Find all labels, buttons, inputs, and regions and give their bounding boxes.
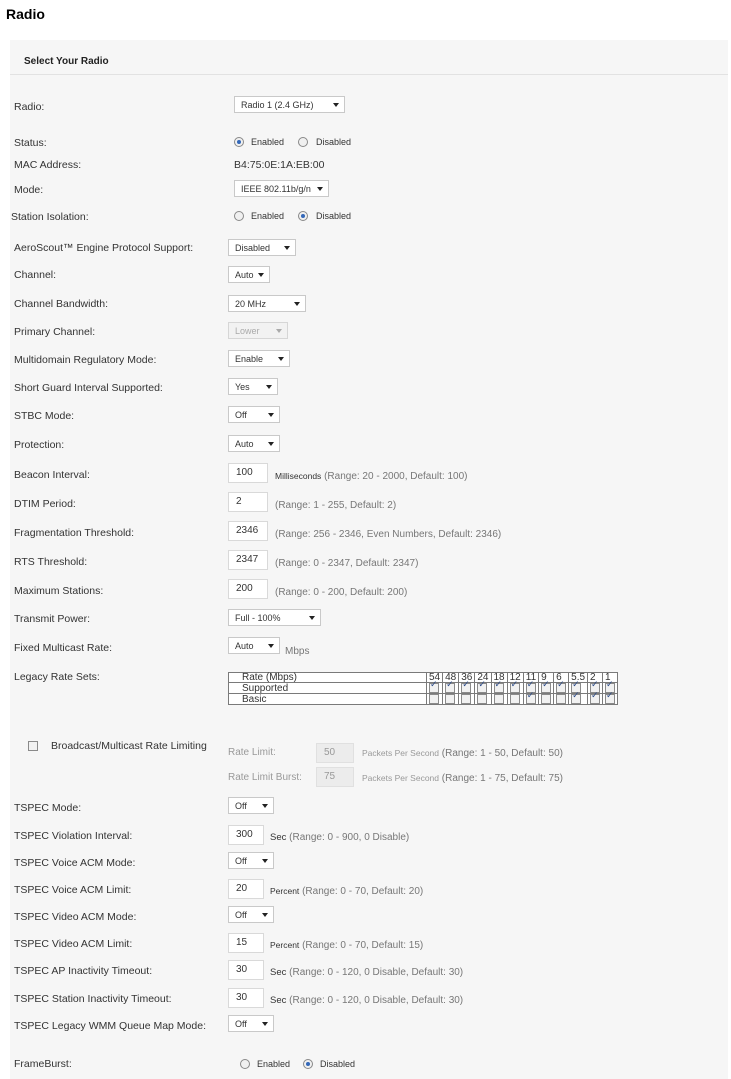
primary-channel-label: Primary Channel: [14, 326, 96, 338]
rate-header-cell: 18 [491, 673, 507, 683]
rate-limit-range: (Range: 1 - 50, Default: 50) [441, 748, 563, 759]
chevron-down-icon [266, 385, 272, 389]
aeroscout-select-value: Disabled [235, 243, 271, 253]
status-label: Status: [14, 137, 47, 149]
beacon-interval-hint [275, 471, 468, 482]
beacon-interval-unit: Milliseconds [275, 471, 322, 481]
tspec-video-limit-input[interactable]: 15 [228, 933, 264, 953]
chevron-down-icon [268, 442, 274, 446]
frag-threshold-hint: (Range: 256 - 2346, Even Numbers, Default: 2346) [275, 529, 502, 540]
legacy-rate-sets-label: Legacy Rate Sets: [14, 671, 100, 683]
tspec-sta-timeout-hint [270, 995, 463, 1006]
tspec-video-mode-select[interactable] [228, 906, 274, 923]
rate-limit-input[interactable]: 50 [316, 743, 354, 763]
tspec-video-limit-unit: Percent [270, 940, 300, 950]
chevron-down-icon [262, 1022, 268, 1026]
radio-select-value: Radio 1 (2.4 GHz) [241, 100, 314, 110]
chevron-down-icon [284, 246, 290, 250]
frameburst-disabled-label: Disabled [320, 1059, 356, 1069]
frameburst-label: FrameBurst: [14, 1058, 72, 1070]
basic-checkbox[interactable] [526, 694, 536, 704]
rate-header-cell: 24 [475, 673, 491, 683]
max-stations-label: Maximum Stations: [14, 585, 104, 597]
radio-label: Radio: [14, 101, 45, 113]
chevron-down-icon [262, 804, 268, 808]
dtim-hint: (Range: 1 - 255, Default: 2) [275, 500, 397, 511]
basic-checkbox[interactable] [429, 694, 439, 704]
status-enabled-radio[interactable] [234, 137, 244, 147]
section-title: Select Your Radio [24, 56, 109, 67]
beacon-interval-input[interactable]: 100 [228, 463, 268, 483]
aeroscout-label: AeroScout™ Engine Protocol Support: [14, 242, 194, 254]
tspec-voice-limit-range: (Range: 0 - 70, Default: 20) [302, 886, 424, 897]
isolation-enabled-label: Enabled [251, 211, 285, 221]
tspec-voice-limit-hint [270, 886, 423, 897]
tspec-violation-hint [270, 832, 409, 843]
rate-limit-burst-input[interactable]: 75 [316, 767, 354, 787]
fixed-multicast-select-value: Auto [235, 641, 254, 651]
panel-header [10, 40, 728, 75]
tspec-sta-timeout-unit: Sec [270, 995, 287, 1006]
supported-row [229, 683, 618, 694]
tspec-voice-mode-select-value: Off [235, 856, 247, 866]
chevron-down-icon [268, 644, 274, 648]
supported-checkbox[interactable] [494, 683, 504, 693]
frag-threshold-label: Fragmentation Threshold: [14, 527, 135, 539]
tspec-voice-limit-unit: Percent [270, 886, 300, 896]
rate-header-label: Rate (Mbps) [229, 673, 427, 683]
supported-checkbox[interactable] [461, 683, 471, 693]
supported-checkbox[interactable] [510, 683, 520, 693]
chevron-down-icon [262, 913, 268, 917]
rts-threshold-hint: (Range: 0 - 2347, Default: 2347) [275, 558, 419, 569]
dtim-label: DTIM Period: [14, 498, 76, 510]
basic-checkbox[interactable] [445, 694, 455, 704]
tspec-video-limit-range: (Range: 0 - 70, Default: 15) [302, 940, 424, 951]
max-stations-input[interactable]: 200 [228, 579, 268, 599]
dtim-input[interactable]: 2 [228, 492, 268, 512]
fixed-multicast-label: Fixed Multicast Rate: [14, 642, 113, 654]
status-disabled-label: Disabled [316, 137, 352, 147]
primary-channel-select-value: Lower [235, 326, 260, 336]
rate-limit-burst-hint [362, 773, 563, 784]
transmit-power-label: Transmit Power: [14, 613, 91, 625]
basic-checkbox[interactable] [494, 694, 504, 704]
rate-header-cell: 11 [523, 673, 538, 683]
rate-limit-hint [362, 748, 563, 759]
tspec-mode-select-value: Off [235, 801, 247, 811]
primary-channel-select[interactable] [228, 322, 288, 339]
basic-checkbox[interactable] [461, 694, 471, 704]
supported-checkbox[interactable] [445, 683, 455, 693]
isolation-enabled-radio[interactable] [234, 211, 244, 221]
tspec-voice-mode-label: TSPEC Voice ACM Mode: [14, 857, 136, 869]
mac-address-label: MAC Address: [14, 159, 82, 171]
tspec-video-limit-label: TSPEC Video ACM Limit: [14, 938, 133, 950]
mac-address-value: B4:75:0E:1A:EB:00 [234, 159, 325, 171]
rate-header-cell: 2 [588, 673, 603, 683]
rate-header-cell: 12 [507, 673, 523, 683]
frameburst-disabled-radio[interactable] [303, 1059, 313, 1069]
legacy-rate-table [228, 672, 618, 705]
supported-row-label: Supported [229, 683, 427, 694]
tspec-video-mode-label: TSPEC Video ACM Mode: [14, 911, 137, 923]
rts-threshold-input[interactable]: 2347 [228, 550, 268, 570]
status-enabled-label: Enabled [251, 137, 285, 147]
tspec-ap-timeout-unit: Sec [270, 967, 287, 978]
chevron-down-icon [258, 273, 264, 277]
fixed-multicast-unit: Mbps [285, 646, 310, 657]
basic-checkbox[interactable] [590, 694, 600, 704]
stbc-select-value: Off [235, 410, 247, 420]
mode-label: Mode: [14, 184, 44, 196]
basic-checkbox[interactable] [541, 694, 551, 704]
bcast-rate-limit-label: Broadcast/Multicast Rate Limiting [51, 740, 207, 752]
rate-header-cell: 9 [539, 673, 554, 683]
rate-limit-burst-unit: Packets Per Second [362, 773, 440, 783]
basic-row-label: Basic [229, 694, 427, 705]
rate-limit-label: Rate Limit: [228, 747, 276, 758]
radio-select[interactable] [234, 96, 345, 113]
rate-header-cell: 6 [554, 673, 569, 683]
protection-label: Protection: [14, 439, 65, 451]
supported-checkbox[interactable] [477, 683, 487, 693]
rate-header-cell: 48 [443, 673, 459, 683]
protection-select-value: Auto [235, 439, 254, 449]
station-isolation-label: Station Isolation: [11, 211, 89, 223]
tspec-ap-timeout-range: (Range: 0 - 120, 0 Disable, Default: 30) [289, 967, 464, 978]
basic-checkbox[interactable] [605, 694, 615, 704]
tspec-violation-unit: Sec [270, 832, 287, 843]
chevron-down-icon [276, 329, 282, 333]
isolation-disabled-radio[interactable] [298, 211, 308, 221]
sgi-select-value: Yes [235, 382, 250, 392]
rate-header-cell: 5.5 [569, 673, 588, 683]
chevron-down-icon [333, 103, 339, 107]
tspec-voice-limit-label: TSPEC Voice ACM Limit: [14, 884, 132, 896]
isolation-disabled-label: Disabled [316, 211, 352, 221]
chevron-down-icon [309, 616, 315, 620]
channel-bandwidth-select[interactable] [228, 295, 306, 312]
tspec-legacy-wmm-select[interactable] [228, 1015, 274, 1032]
mode-select-value: IEEE 802.11b/g/n [241, 184, 311, 194]
page-title: Radio [6, 6, 45, 22]
stbc-label: STBC Mode: [14, 410, 75, 422]
sgi-label: Short Guard Interval Supported: [14, 382, 163, 394]
tspec-mode-label: TSPEC Mode: [14, 802, 82, 814]
rate-header-cell: 1 [603, 673, 618, 683]
max-stations-hint: (Range: 0 - 200, Default: 200) [275, 587, 408, 598]
frameburst-enabled-radio[interactable] [240, 1059, 250, 1069]
tspec-ap-timeout-input[interactable]: 30 [228, 960, 264, 980]
beacon-interval-label: Beacon Interval: [14, 469, 90, 481]
rts-threshold-label: RTS Threshold: [14, 556, 88, 568]
frameburst-enabled-label: Enabled [257, 1059, 291, 1069]
tspec-ap-timeout-label: TSPEC AP Inactivity Timeout: [14, 965, 153, 977]
tspec-sta-timeout-label: TSPEC Station Inactivity Timeout: [14, 993, 172, 1005]
supported-checkbox[interactable] [541, 683, 551, 693]
beacon-interval-range: (Range: 20 - 2000, Default: 100) [324, 471, 468, 482]
channel-bandwidth-label: Channel Bandwidth: [14, 298, 108, 310]
channel-label: Channel: [14, 269, 57, 281]
transmit-power-select-value: Full - 100% [235, 613, 281, 623]
transmit-power-select[interactable] [228, 609, 321, 626]
tspec-violation-range: (Range: 0 - 900, 0 Disable) [289, 832, 410, 843]
stbc-select[interactable] [228, 406, 280, 423]
channel-select[interactable] [228, 266, 270, 283]
basic-row [229, 694, 618, 705]
chevron-down-icon [268, 413, 274, 417]
tspec-sta-timeout-input[interactable]: 30 [228, 988, 264, 1008]
status-disabled-radio[interactable] [298, 137, 308, 147]
mode-select[interactable] [234, 180, 329, 197]
tspec-video-mode-select-value: Off [235, 910, 247, 920]
protection-select[interactable] [228, 435, 280, 452]
rate-limit-unit: Packets Per Second [362, 748, 440, 758]
chevron-down-icon [317, 187, 323, 191]
chevron-down-icon [278, 357, 284, 361]
rate-limit-burst-label: Rate Limit Burst: [228, 772, 302, 783]
basic-checkbox[interactable] [571, 694, 581, 704]
frag-threshold-input[interactable]: 2346 [228, 521, 268, 541]
chevron-down-icon [294, 302, 300, 306]
multidomain-select[interactable] [228, 350, 290, 367]
basic-checkbox[interactable] [477, 694, 487, 704]
tspec-violation-input[interactable]: 300 [228, 825, 264, 845]
tspec-voice-limit-input[interactable]: 20 [228, 879, 264, 899]
tspec-sta-timeout-range: (Range: 0 - 120, 0 Disable, Default: 30) [289, 995, 464, 1006]
tspec-video-limit-hint [270, 940, 423, 951]
tspec-legacy-wmm-label: TSPEC Legacy WMM Queue Map Mode: [14, 1020, 206, 1032]
basic-checkbox[interactable] [510, 694, 520, 704]
tspec-ap-timeout-hint [270, 967, 463, 978]
tspec-voice-mode-select[interactable] [228, 852, 274, 869]
multidomain-label: Multidomain Regulatory Mode: [14, 354, 157, 366]
channel-select-value: Auto [235, 270, 254, 280]
sgi-select[interactable] [228, 378, 278, 395]
fixed-multicast-select[interactable] [228, 637, 280, 654]
tspec-legacy-wmm-select-value: Off [235, 1019, 247, 1029]
channel-bandwidth-select-value: 20 MHz [235, 299, 267, 309]
chevron-down-icon [262, 859, 268, 863]
aeroscout-select[interactable] [228, 239, 296, 256]
basic-checkbox[interactable] [556, 694, 566, 704]
bcast-rate-limit-checkbox[interactable] [28, 741, 38, 751]
tspec-violation-label: TSPEC Violation Interval: [14, 830, 133, 842]
supported-checkbox[interactable] [429, 683, 439, 693]
rate-header-cell: 54 [427, 673, 443, 683]
rate-header-cell: 36 [459, 673, 475, 683]
rate-limit-burst-range: (Range: 1 - 75, Default: 75) [441, 773, 563, 784]
supported-checkbox[interactable] [556, 683, 566, 693]
multidomain-select-value: Enable [235, 354, 264, 364]
tspec-mode-select[interactable] [228, 797, 274, 814]
